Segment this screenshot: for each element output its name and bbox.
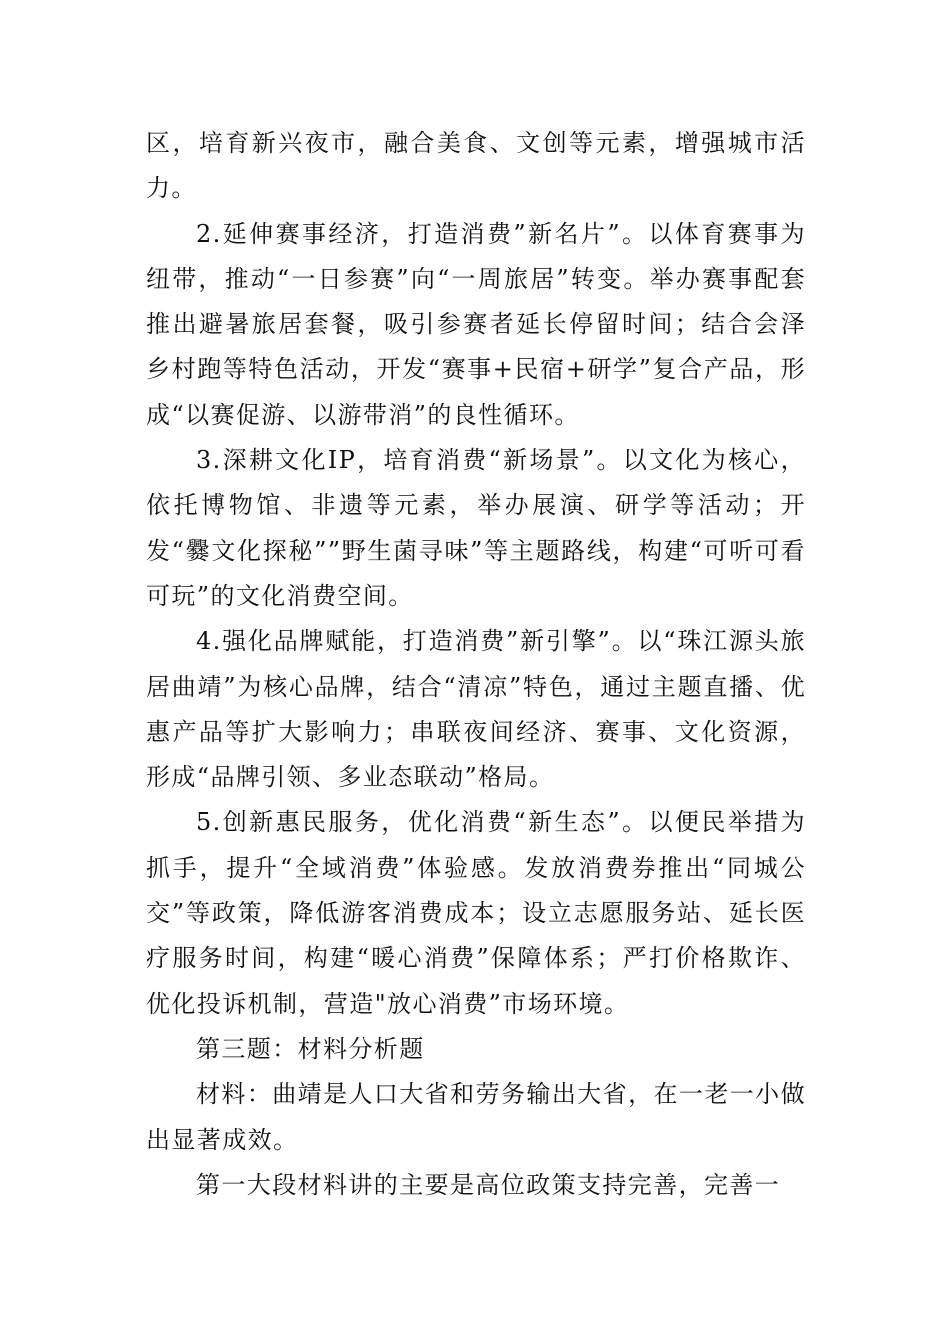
paragraph-item-5: 5.创新惠民服务，优化消费“新生态”。以便民举措为抓手，提升“全域消费”体验感。发放消费券推出“同城公交”等政策，降低游客消费成本；设立志愿服务站、延长医疗服务时间，构建“暖心消费”保障体系；严打价格欺诈、优化投诉机制，营造"放心消费”市场环境。	[146, 808, 806, 1018]
paragraph-analysis: 第一大段材料讲的主要是高位政策支持完善，完善一	[196, 1170, 781, 1199]
paragraph-item-4: 4.强化品牌赋能，打造消费”新引擎”。以“珠江源头旅居曲靖”为核心品牌，结合“清凉”特色，通过主题直播、优惠产品等扩大影响力；串联夜间经济、赛事、文化资源，形成“品牌引领、多业态联动”格局。	[146, 627, 806, 792]
paragraph-material: 材料：曲靖是人口大省和劳务输出大省，在一老一小做出显著成效。	[146, 1080, 806, 1154]
paragraph-item-2: 2.延伸赛事经济，打造消费”新名片”。以体育赛事为纽带，推动“一日参赛”向“一周旅居”转变。举办赛事配套推出避暑旅居套餐，吸引参赛者延长停留时间；结合会泽乡村跑等特色活动，开发“赛事+民宿+研学”复合产品，形成“以赛促游、以游带消”的良性循环。	[146, 219, 806, 429]
paragraph-item-3: 3.深耕文化IP，培育消费“新场景”。以文化为核心，依托博物馆、非遗等元素，举办展演、研学等活动；开发“爨文化探秘””野生菌寻味”等主题路线，构建“可听可看可玩”的文化消费空间。	[146, 446, 806, 610]
paragraph-continuation: 区，培育新兴夜市，融合美食、文创等元素，增强城市活力。	[146, 129, 806, 203]
section-heading: 第三题：材料分析题	[196, 1034, 425, 1063]
document-body	[146, 121, 806, 1208]
